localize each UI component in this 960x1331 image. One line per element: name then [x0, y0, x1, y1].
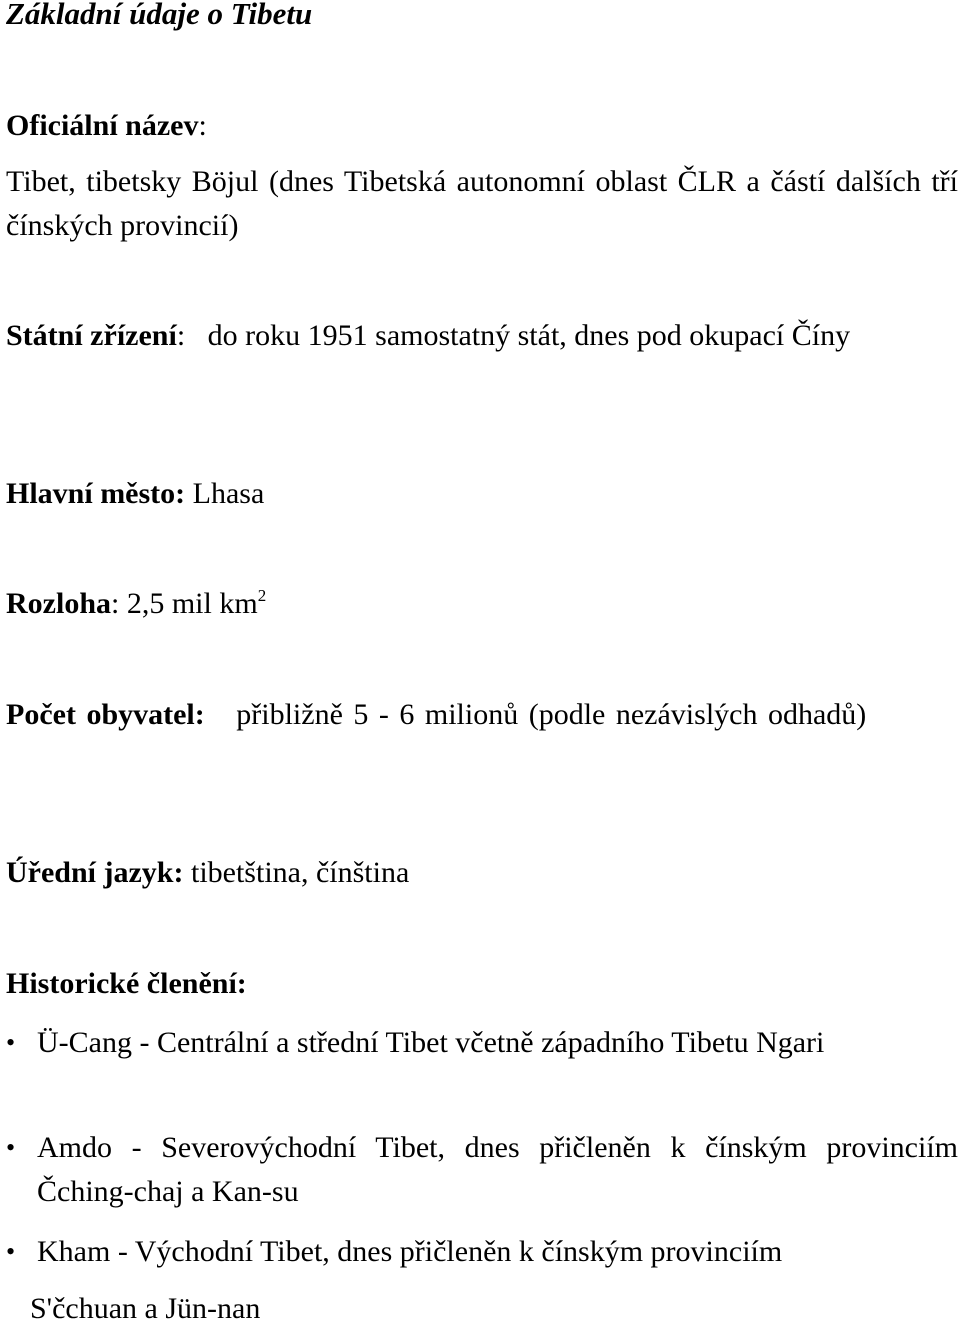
area-label: Rozloha: [6, 587, 111, 620]
list-item-text: Kham - Východní Tibet, dnes přičleněn k čínským provinciím: [37, 1235, 783, 1268]
capital-label: Hlavní město:: [6, 477, 186, 510]
official-name-colon: :: [198, 109, 207, 142]
historical-division-label: Historické členění:: [6, 967, 247, 1000]
bullet-icon: •: [6, 1028, 16, 1057]
list-item: [6, 1230, 958, 1274]
document-title: Základní údaje o Tibetu: [6, 0, 313, 31]
list-item-text: Amdo - Severovýchodní Tibet, dnes přičleněn k čínským provinciím Čching-chaj a Kan-su: [37, 1131, 958, 1208]
historical-division-heading: [6, 962, 958, 1006]
list-item-continuation: S'čchuan a Jün-nan: [30, 1292, 261, 1325]
population-value: přibližně 5 - 6 milionů (podle nezávislých odhadů): [236, 698, 867, 731]
area-section: [6, 582, 958, 626]
language-label: Úřední jazyk:: [6, 856, 184, 889]
area-value: 2,5 mil km: [126, 587, 258, 620]
list-item-text: Ü-Cang - Centrální a střední Tibet včetně západního Tibetu Ngari: [37, 1026, 825, 1059]
bullet-icon: •: [6, 1133, 16, 1162]
list-item: [6, 1021, 958, 1065]
official-name-label: Oficiální název: [6, 109, 199, 142]
government-label: Státní zřízení: [6, 319, 177, 352]
population-section: [6, 693, 958, 737]
government-section: [6, 314, 958, 358]
language-section: [6, 851, 958, 895]
list-item: [6, 1126, 958, 1214]
language-value: tibetština, čínština: [190, 856, 410, 889]
official-name-value: Tibet, tibetsky Böjul (dnes Tibetská autonomní oblast ČLR a částí dalších tří čínských provincií): [6, 165, 958, 242]
area-colon: :: [111, 587, 120, 620]
government-colon: :: [176, 319, 186, 352]
area-exponent: 2: [257, 586, 267, 605]
official-name-section: [6, 104, 958, 148]
bullet-icon: •: [6, 1237, 16, 1266]
government-value: do roku 1951 samostatný stát, dnes pod okupací Číny: [207, 319, 851, 352]
capital-section: [6, 472, 958, 516]
population-label: Počet obyvatel:: [6, 698, 205, 731]
capital-value: Lhasa: [192, 477, 265, 510]
